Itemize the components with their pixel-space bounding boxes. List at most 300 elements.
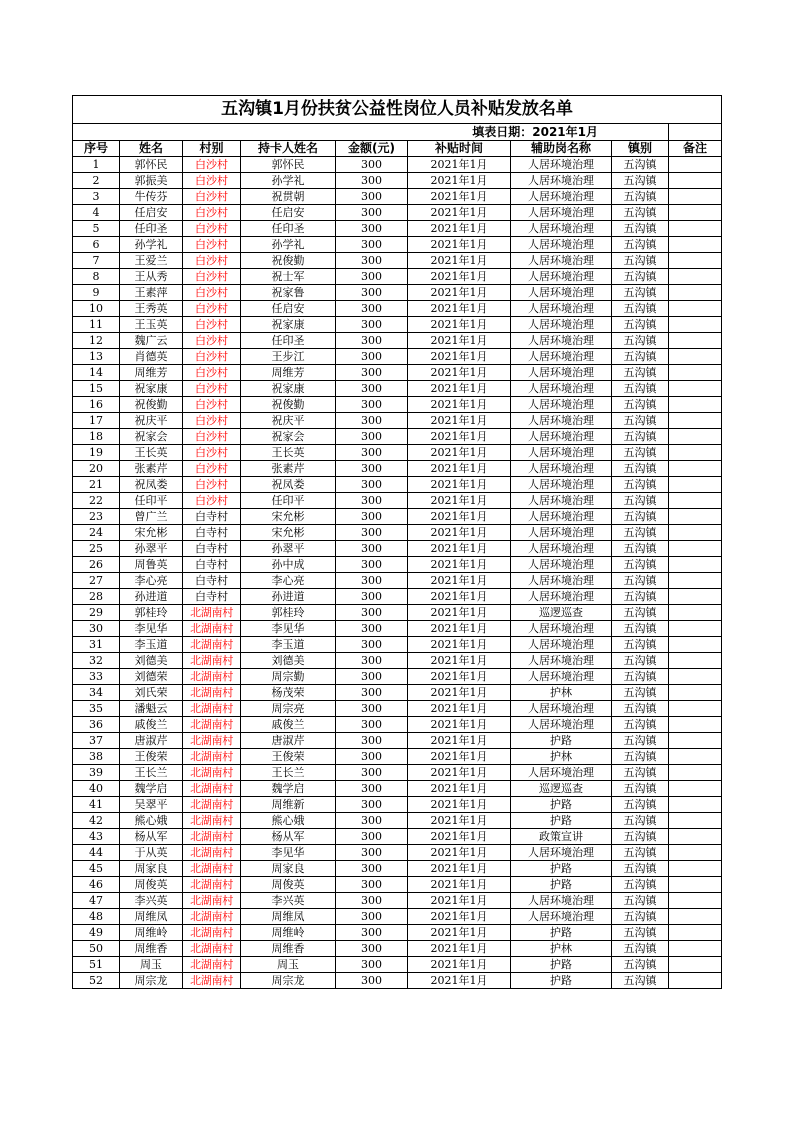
- remark: [669, 653, 722, 669]
- remark: [669, 877, 722, 893]
- person-name: 周维凤: [120, 909, 183, 925]
- row-index: 27: [73, 573, 120, 589]
- table-row: [73, 461, 722, 477]
- town: 五沟镇: [612, 893, 669, 909]
- subsidy-period: 2021年1月: [408, 397, 511, 413]
- cardholder-name: 祝士军: [241, 269, 336, 285]
- header-post: 辅助岗名称: [511, 141, 612, 157]
- table-row: [73, 205, 722, 221]
- table-row: [73, 445, 722, 461]
- page-title: 五沟镇1月份扶贫公益性岗位人员补贴发放名单: [73, 96, 722, 124]
- amount: 300: [336, 413, 408, 429]
- cardholder-name: 祝庆平: [241, 413, 336, 429]
- village: 白寺村: [183, 541, 241, 557]
- post-name: 人居环境治理: [511, 493, 612, 509]
- amount: 300: [336, 957, 408, 973]
- cardholder-name: 李心亮: [241, 573, 336, 589]
- person-name: 潘魁云: [120, 701, 183, 717]
- table-row: [73, 765, 722, 781]
- cardholder-name: 周维新: [241, 797, 336, 813]
- subsidy-period: 2021年1月: [408, 333, 511, 349]
- subsidy-period: 2021年1月: [408, 621, 511, 637]
- table-row: [73, 893, 722, 909]
- person-name: 宋允彬: [120, 525, 183, 541]
- remark: [669, 701, 722, 717]
- remark: [669, 413, 722, 429]
- subsidy-period: 2021年1月: [408, 445, 511, 461]
- post-name: 人居环境治理: [511, 637, 612, 653]
- table-row: [73, 701, 722, 717]
- subsidy-period: 2021年1月: [408, 173, 511, 189]
- cardholder-name: 王步江: [241, 349, 336, 365]
- town: 五沟镇: [612, 733, 669, 749]
- town: 五沟镇: [612, 925, 669, 941]
- row-index: 32: [73, 653, 120, 669]
- header-town: 镇别: [612, 141, 669, 157]
- remark: [669, 221, 722, 237]
- table-row: [73, 845, 722, 861]
- cardholder-name: 祝俊勤: [241, 253, 336, 269]
- amount: 300: [336, 237, 408, 253]
- subsidy-period: 2021年1月: [408, 525, 511, 541]
- post-name: 政策宣讲: [511, 829, 612, 845]
- cardholder-name: 祝家康: [241, 381, 336, 397]
- person-name: 祝庆平: [120, 413, 183, 429]
- subsidy-period: 2021年1月: [408, 957, 511, 973]
- amount: 300: [336, 157, 408, 173]
- town: 五沟镇: [612, 685, 669, 701]
- table-row: [73, 909, 722, 925]
- amount: 300: [336, 813, 408, 829]
- remark: [669, 189, 722, 205]
- town: 五沟镇: [612, 173, 669, 189]
- table-row: [73, 669, 722, 685]
- amount: 300: [336, 717, 408, 733]
- town: 五沟镇: [612, 829, 669, 845]
- subsidy-period: 2021年1月: [408, 573, 511, 589]
- town: 五沟镇: [612, 765, 669, 781]
- amount: 300: [336, 893, 408, 909]
- cardholder-name: 唐淑芹: [241, 733, 336, 749]
- amount: 300: [336, 605, 408, 621]
- town: 五沟镇: [612, 973, 669, 989]
- amount: 300: [336, 269, 408, 285]
- cardholder-name: 杨茂荣: [241, 685, 336, 701]
- person-name: 牛传芬: [120, 189, 183, 205]
- town: 五沟镇: [612, 381, 669, 397]
- person-name: 周家良: [120, 861, 183, 877]
- amount: 300: [336, 925, 408, 941]
- subsidy-period: 2021年1月: [408, 701, 511, 717]
- subsidy-period: 2021年1月: [408, 749, 511, 765]
- table-row: [73, 557, 722, 573]
- cardholder-name: 祝贯朝: [241, 189, 336, 205]
- amount: 300: [336, 653, 408, 669]
- village: 北湖南村: [183, 973, 241, 989]
- person-name: 孙翠平: [120, 541, 183, 557]
- person-name: 祝家康: [120, 381, 183, 397]
- cardholder-name: 郭桂玲: [241, 605, 336, 621]
- subsidy-period: 2021年1月: [408, 765, 511, 781]
- table-row: [73, 365, 722, 381]
- person-name: 周玉: [120, 957, 183, 973]
- header-remark: 备注: [669, 141, 722, 157]
- table-row: [73, 221, 722, 237]
- remark: [669, 893, 722, 909]
- row-index: 25: [73, 541, 120, 557]
- row-index: 2: [73, 173, 120, 189]
- subsidy-period: 2021年1月: [408, 925, 511, 941]
- row-index: 34: [73, 685, 120, 701]
- village: 北湖南村: [183, 749, 241, 765]
- person-name: 祝俊勤: [120, 397, 183, 413]
- amount: 300: [336, 205, 408, 221]
- town: 五沟镇: [612, 269, 669, 285]
- village: 北湖南村: [183, 733, 241, 749]
- village: 北湖南村: [183, 957, 241, 973]
- row-index: 18: [73, 429, 120, 445]
- amount: 300: [336, 509, 408, 525]
- village: 白沙村: [183, 205, 241, 221]
- person-name: 吴翠平: [120, 797, 183, 813]
- remark: [669, 509, 722, 525]
- remark: [669, 589, 722, 605]
- post-name: 人居环境治理: [511, 365, 612, 381]
- village: 北湖南村: [183, 893, 241, 909]
- row-index: 51: [73, 957, 120, 973]
- person-name: 祝凤娄: [120, 477, 183, 493]
- amount: 300: [336, 493, 408, 509]
- person-name: 刘德美: [120, 653, 183, 669]
- row-index: 23: [73, 509, 120, 525]
- cardholder-name: 周维芳: [241, 365, 336, 381]
- subsidy-period: 2021年1月: [408, 269, 511, 285]
- remark: [669, 605, 722, 621]
- row-index: 12: [73, 333, 120, 349]
- person-name: 王长英: [120, 445, 183, 461]
- village: 北湖南村: [183, 669, 241, 685]
- header-name: 姓名: [120, 141, 183, 157]
- post-name: 人居环境治理: [511, 509, 612, 525]
- village: 北湖南村: [183, 701, 241, 717]
- cardholder-name: 刘德美: [241, 653, 336, 669]
- subsidy-period: 2021年1月: [408, 909, 511, 925]
- post-name: 人居环境治理: [511, 413, 612, 429]
- amount: 300: [336, 317, 408, 333]
- amount: 300: [336, 845, 408, 861]
- subsidy-period: 2021年1月: [408, 733, 511, 749]
- remark: [669, 925, 722, 941]
- remark: [669, 237, 722, 253]
- town: 五沟镇: [612, 477, 669, 493]
- cardholder-name: 祝家康: [241, 317, 336, 333]
- subsidy-period: 2021年1月: [408, 829, 511, 845]
- table-row: [73, 605, 722, 621]
- cardholder-name: 张素芹: [241, 461, 336, 477]
- cardholder-name: 王俊荣: [241, 749, 336, 765]
- village: 白沙村: [183, 189, 241, 205]
- village: 北湖南村: [183, 941, 241, 957]
- village: 白寺村: [183, 589, 241, 605]
- amount: 300: [336, 573, 408, 589]
- post-name: 人居环境治理: [511, 541, 612, 557]
- village: 白沙村: [183, 317, 241, 333]
- row-index: 8: [73, 269, 120, 285]
- cardholder-name: 李兴英: [241, 893, 336, 909]
- remark: [669, 941, 722, 957]
- post-name: 人居环境治理: [511, 525, 612, 541]
- village: 北湖南村: [183, 861, 241, 877]
- village: 北湖南村: [183, 765, 241, 781]
- table-row: [73, 749, 722, 765]
- village: 白寺村: [183, 557, 241, 573]
- table-row: [73, 797, 722, 813]
- table-row: [73, 509, 722, 525]
- person-name: 周维香: [120, 941, 183, 957]
- row-index: 10: [73, 301, 120, 317]
- cardholder-name: 周维岭: [241, 925, 336, 941]
- village: 北湖南村: [183, 877, 241, 893]
- town: 五沟镇: [612, 205, 669, 221]
- table-row: [73, 733, 722, 749]
- amount: 300: [336, 749, 408, 765]
- cardholder-name: 熊心娥: [241, 813, 336, 829]
- post-name: 人居环境治理: [511, 269, 612, 285]
- subsidy-period: 2021年1月: [408, 717, 511, 733]
- cardholder-name: 李见华: [241, 845, 336, 861]
- remark: [669, 477, 722, 493]
- row-index: 17: [73, 413, 120, 429]
- town: 五沟镇: [612, 557, 669, 573]
- amount: 300: [336, 669, 408, 685]
- amount: 300: [336, 909, 408, 925]
- remark: [669, 573, 722, 589]
- row-index: 30: [73, 621, 120, 637]
- post-name: 人居环境治理: [511, 477, 612, 493]
- row-index: 22: [73, 493, 120, 509]
- town: 五沟镇: [612, 941, 669, 957]
- cardholder-name: 宋允彬: [241, 525, 336, 541]
- header-amount: 金额(元): [336, 141, 408, 157]
- person-name: 戚俊兰: [120, 717, 183, 733]
- subsidy-period: 2021年1月: [408, 413, 511, 429]
- village: 北湖南村: [183, 717, 241, 733]
- amount: 300: [336, 557, 408, 573]
- person-name: 魏学启: [120, 781, 183, 797]
- village: 北湖南村: [183, 909, 241, 925]
- remark: [669, 317, 722, 333]
- post-name: 护林: [511, 685, 612, 701]
- town: 五沟镇: [612, 909, 669, 925]
- row-index: 24: [73, 525, 120, 541]
- post-name: 人居环境治理: [511, 397, 612, 413]
- remark: [669, 301, 722, 317]
- village: 北湖南村: [183, 925, 241, 941]
- village: 白寺村: [183, 509, 241, 525]
- amount: 300: [336, 685, 408, 701]
- post-name: 人居环境治理: [511, 621, 612, 637]
- subsidy-period: 2021年1月: [408, 589, 511, 605]
- amount: 300: [336, 349, 408, 365]
- row-index: 45: [73, 861, 120, 877]
- post-name: 人居环境治理: [511, 909, 612, 925]
- person-name: 刘氏荣: [120, 685, 183, 701]
- cardholder-name: 祝家会: [241, 429, 336, 445]
- cardholder-name: 周维香: [241, 941, 336, 957]
- village: 北湖南村: [183, 797, 241, 813]
- town: 五沟镇: [612, 637, 669, 653]
- post-name: 人居环境治理: [511, 285, 612, 301]
- row-index: 5: [73, 221, 120, 237]
- remark: [669, 333, 722, 349]
- post-name: 护路: [511, 957, 612, 973]
- cardholder-name: 魏学启: [241, 781, 336, 797]
- row-index: 28: [73, 589, 120, 605]
- subsidy-table: [72, 95, 722, 989]
- remark: [669, 493, 722, 509]
- post-name: 护路: [511, 813, 612, 829]
- town: 五沟镇: [612, 333, 669, 349]
- cardholder-name: 祝俊勤: [241, 397, 336, 413]
- village: 白寺村: [183, 525, 241, 541]
- post-name: 巡逻巡查: [511, 605, 612, 621]
- row-index: 48: [73, 909, 120, 925]
- subsidy-period: 2021年1月: [408, 605, 511, 621]
- town: 五沟镇: [612, 877, 669, 893]
- town: 五沟镇: [612, 397, 669, 413]
- person-name: 于从英: [120, 845, 183, 861]
- town: 五沟镇: [612, 157, 669, 173]
- post-name: 人居环境治理: [511, 557, 612, 573]
- table-row: [73, 317, 722, 333]
- town: 五沟镇: [612, 349, 669, 365]
- subsidy-period: 2021年1月: [408, 877, 511, 893]
- town: 五沟镇: [612, 701, 669, 717]
- cardholder-name: 周玉: [241, 957, 336, 973]
- subsidy-period: 2021年1月: [408, 893, 511, 909]
- cardholder-name: 任启安: [241, 301, 336, 317]
- village: 白沙村: [183, 173, 241, 189]
- cardholder-name: 李见华: [241, 621, 336, 637]
- subsidy-period: 2021年1月: [408, 557, 511, 573]
- post-name: 人居环境治理: [511, 173, 612, 189]
- subsidy-period: 2021年1月: [408, 237, 511, 253]
- amount: 300: [336, 525, 408, 541]
- person-name: 李见华: [120, 621, 183, 637]
- row-index: 6: [73, 237, 120, 253]
- village: 白沙村: [183, 429, 241, 445]
- person-name: 唐淑芹: [120, 733, 183, 749]
- remark: [669, 957, 722, 973]
- row-index: 42: [73, 813, 120, 829]
- person-name: 李心亮: [120, 573, 183, 589]
- village: 白沙村: [183, 445, 241, 461]
- amount: 300: [336, 365, 408, 381]
- person-name: 孙进道: [120, 589, 183, 605]
- post-name: 人居环境治理: [511, 717, 612, 733]
- remark: [669, 637, 722, 653]
- remark: [669, 445, 722, 461]
- amount: 300: [336, 541, 408, 557]
- subsidy-period: 2021年1月: [408, 189, 511, 205]
- row-index: 29: [73, 605, 120, 621]
- cardholder-name: 孙中成: [241, 557, 336, 573]
- remark: [669, 253, 722, 269]
- town: 五沟镇: [612, 365, 669, 381]
- remark: [669, 557, 722, 573]
- village: 白沙村: [183, 477, 241, 493]
- post-name: 人居环境治理: [511, 253, 612, 269]
- cardholder-name: 周宗亮: [241, 701, 336, 717]
- subsidy-period: 2021年1月: [408, 461, 511, 477]
- table-row: [73, 269, 722, 285]
- amount: 300: [336, 333, 408, 349]
- town: 五沟镇: [612, 253, 669, 269]
- town: 五沟镇: [612, 717, 669, 733]
- town: 五沟镇: [612, 285, 669, 301]
- amount: 300: [336, 781, 408, 797]
- remark: [669, 685, 722, 701]
- village: 白沙村: [183, 461, 241, 477]
- row-index: 19: [73, 445, 120, 461]
- village: 白沙村: [183, 157, 241, 173]
- cardholder-name: 孙学礼: [241, 237, 336, 253]
- person-name: 周鲁英: [120, 557, 183, 573]
- village: 白沙村: [183, 493, 241, 509]
- person-name: 孙学礼: [120, 237, 183, 253]
- subsidy-period: 2021年1月: [408, 301, 511, 317]
- remark: [669, 845, 722, 861]
- post-name: 护路: [511, 733, 612, 749]
- row-index: 21: [73, 477, 120, 493]
- person-name: 郭怀民: [120, 157, 183, 173]
- subsidy-period: 2021年1月: [408, 317, 511, 333]
- subsidy-period: 2021年1月: [408, 509, 511, 525]
- table-row: [73, 429, 722, 445]
- town: 五沟镇: [612, 589, 669, 605]
- cardholder-name: 王长兰: [241, 765, 336, 781]
- town: 五沟镇: [612, 813, 669, 829]
- subsidy-period: 2021年1月: [408, 253, 511, 269]
- town: 五沟镇: [612, 605, 669, 621]
- village: 白寺村: [183, 573, 241, 589]
- table-row: [73, 237, 722, 253]
- table-row: [73, 589, 722, 605]
- row-index: 41: [73, 797, 120, 813]
- table-row: [73, 637, 722, 653]
- cardholder-name: 王长英: [241, 445, 336, 461]
- remark: [669, 717, 722, 733]
- row-index: 49: [73, 925, 120, 941]
- town: 五沟镇: [612, 237, 669, 253]
- table-row: [73, 829, 722, 845]
- post-name: 人居环境治理: [511, 237, 612, 253]
- post-name: 人居环境治理: [511, 157, 612, 173]
- subsidy-period: 2021年1月: [408, 349, 511, 365]
- town: 五沟镇: [612, 413, 669, 429]
- cardholder-name: 任印圣: [241, 333, 336, 349]
- row-index: 9: [73, 285, 120, 301]
- town: 五沟镇: [612, 797, 669, 813]
- post-name: 护林: [511, 941, 612, 957]
- row-index: 11: [73, 317, 120, 333]
- cardholder-name: 孙翠平: [241, 541, 336, 557]
- village: 白沙村: [183, 333, 241, 349]
- row-index: 46: [73, 877, 120, 893]
- person-name: 周俊英: [120, 877, 183, 893]
- table-row: [73, 941, 722, 957]
- subsidy-period: 2021年1月: [408, 365, 511, 381]
